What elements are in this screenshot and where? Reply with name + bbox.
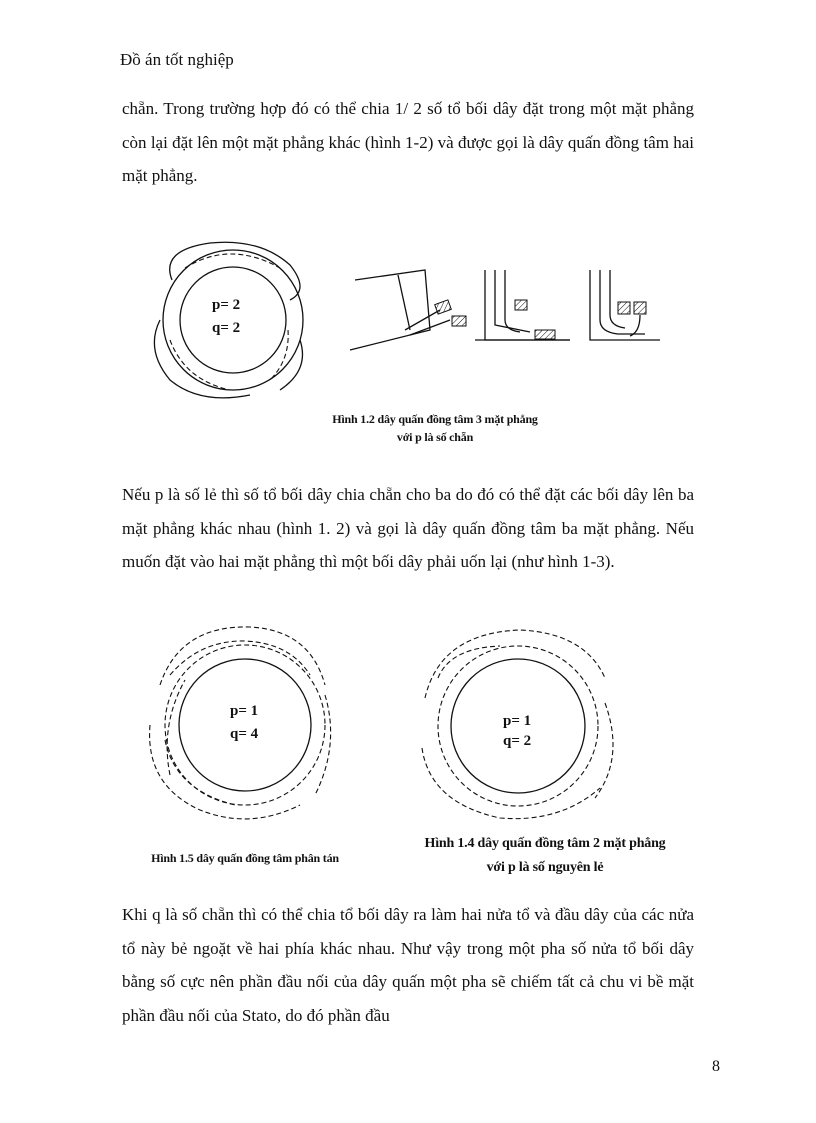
figure-3-caption-line-1: Hình 1.4 dây quấn đồng tâm 2 mặt phẳng <box>424 836 666 851</box>
page-number: 8 <box>712 1058 720 1075</box>
figure-1-q-label: q= 2 <box>212 320 241 336</box>
slot-diagram-straight-2 <box>590 270 660 340</box>
figure-1-caption-line-2: với p là số chẵn <box>396 430 474 444</box>
figure-2-p-label: p= 1 <box>230 703 259 719</box>
figure-3-caption-line-2: với p là số nguyên lẻ <box>486 860 604 875</box>
paragraph-2: Nếu p là số lẻ thì số tổ bối dây chia chẵn cho ba do đó có thể đặt các bối dây lên ba mặt phẳng khác nhau (hình 1. 2) và gọi là dây quấn đồng tâm ba mặt phẳng. Nếu muốn đặt vào hai mặt phẳng thì một bối dây phải uốn lại (như hình 1-3). <box>122 485 694 571</box>
figure-3-p-label: p= 1 <box>503 713 532 729</box>
page-header: Đồ án tốt nghiệp <box>120 50 234 69</box>
figure-3-q-label: q= 2 <box>503 733 532 749</box>
paragraph-3: Khi q là số chẵn thì có thể chia tổ bối dây ra làm hai nửa tổ và đầu dây của các nửa tổ này bẻ ngoặt về hai phía khác nhau. Như vậy trong một pha số nửa tổ bối dây bằng số cực nên phần đầu nối của dây quấn một pha sẽ chiếm tất cả chu vi bề mặt phần đầu nối của Stato, do đó phần đầu <box>122 905 694 1025</box>
figure-1-caption-line-1: Hình 1.2 dây quấn đồng tâm 3 mặt phẳng <box>332 412 538 426</box>
figure-2-caption: Hình 1.5 dây quấn đồng tâm phân tán <box>151 851 339 865</box>
slot-diagram-angled <box>350 270 466 350</box>
figure-1-p-label: p= 2 <box>212 297 241 313</box>
paragraph-1: chẵn. Trong trường hợp đó có thể chia 1/ 2 số tổ bối dây đặt trong một mặt phẳng còn lại đặt lên một mặt phẳng khác (hình 1-2) và được gọi là dây quấn đồng tâm hai mặt phẳng. <box>122 99 694 185</box>
figure-2-q-label: q= 4 <box>230 726 259 742</box>
slot-diagram-straight-1 <box>475 270 570 340</box>
